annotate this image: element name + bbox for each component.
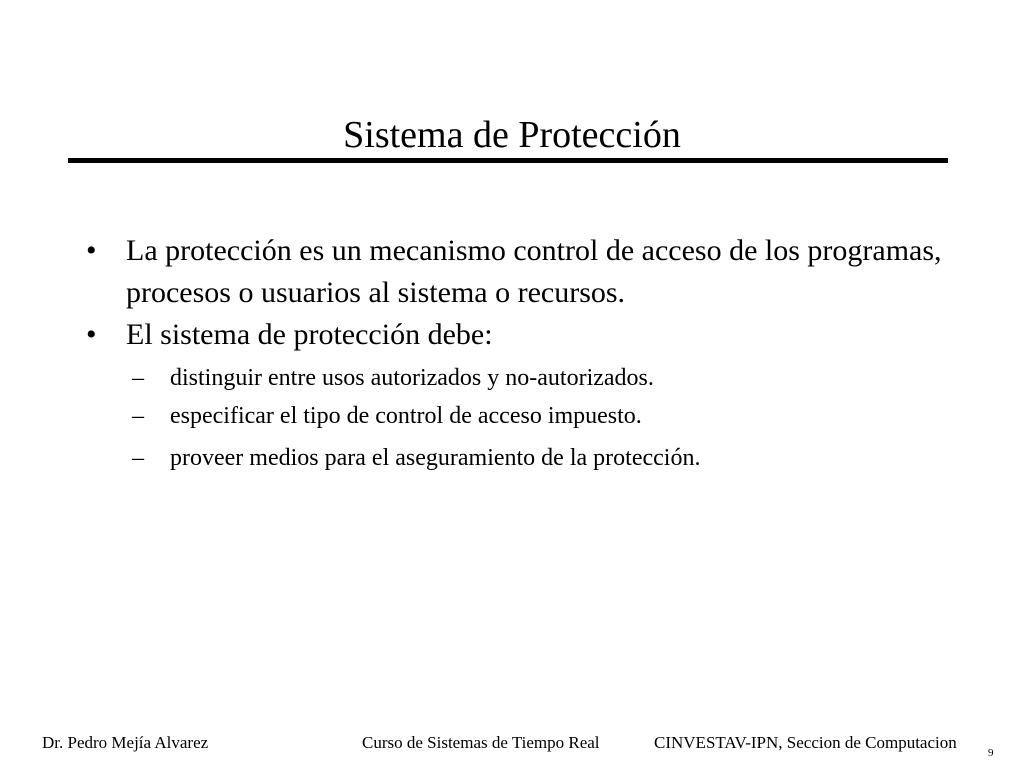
page-number: 9 (988, 747, 994, 759)
title-underline (68, 158, 948, 163)
bullet-item (86, 230, 946, 314)
bullet-mark: • (86, 318, 97, 351)
sub-text: especificar el tipo de control de acceso impuesto. (170, 403, 642, 429)
sub-item (132, 442, 952, 474)
sub-mark: – (132, 403, 144, 429)
bullet-text: El sistema de protección debe: (126, 318, 493, 351)
bullet-text: La protección es un mecanismo control de acceso de los programas, procesos o usuarios al sistema o recursos. (126, 234, 942, 309)
sub-text: distinguir entre usos autorizados y no-autorizados. (170, 365, 654, 391)
footer-author: Dr. Pedro Mejía Alvarez (42, 733, 209, 752)
bullet-item (86, 314, 946, 356)
sub-item (132, 400, 952, 432)
footer-course: Curso de Sistemas de Tiempo Real (362, 733, 600, 752)
sub-item (132, 362, 952, 394)
sub-mark: – (132, 445, 144, 471)
bullet-mark: • (86, 234, 97, 267)
sub-mark: – (132, 365, 144, 391)
slide-title: Sistema de Protección (343, 114, 681, 156)
sub-text: proveer medios para el aseguramiento de la protección. (170, 445, 701, 471)
footer-institution: CINVESTAV-IPN, Seccion de Computacion (654, 733, 957, 752)
